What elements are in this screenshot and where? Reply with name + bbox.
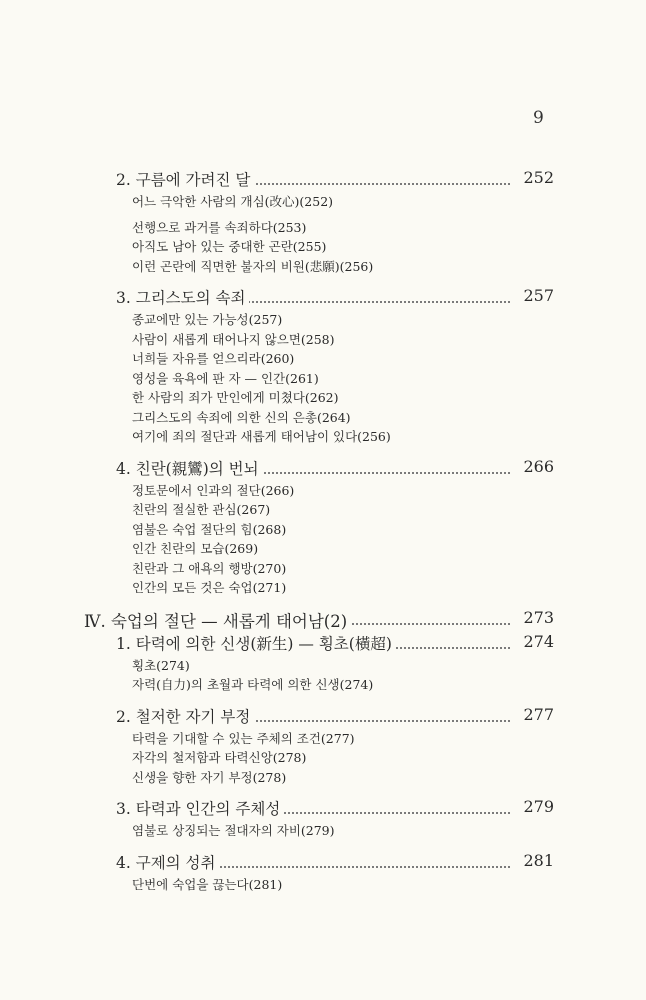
toc-subentry: 인간 친란의 모습(269)	[132, 541, 259, 556]
toc-subentry: 이런 곤란에 직면한 불자의 비원(悲願)(256)	[132, 258, 374, 274]
toc-subentry: 염불은 숙업 절단의 힘(268)	[132, 521, 287, 537]
toc-subentry: 염불로 상징되는 절대자의 자비(279)	[132, 823, 335, 838]
toc-subentry: 영성을 육욕에 판 자 — 인간(261)	[132, 370, 319, 386]
toc-subentry: 단번에 숙업을 끊는다(281)	[132, 876, 283, 892]
toc-entry-title: 3. 그리스도의 속죄	[116, 286, 249, 308]
toc-subentry: 정토문에서 인과의 절단(266)	[132, 482, 295, 498]
toc-section-entry	[84, 705, 554, 729]
toc-part-entry	[84, 608, 554, 632]
toc-subentry: 자력(自力)의 초월과 타력에 의한 신생(274)	[132, 677, 374, 692]
toc-subentry: 여기에 죄의 절단과 새롭게 태어남이 있다(256)	[132, 429, 391, 444]
toc-subentry: 친란과 그 애욕의 행방(270)	[132, 560, 287, 576]
toc-entry-page: 257	[517, 286, 554, 305]
toc-entry-page: 279	[517, 797, 554, 816]
toc-subentry: 자각의 철저함과 타력신앙(278)	[132, 750, 307, 765]
toc-subentry: 아직도 남아 있는 중대한 곤란(255)	[132, 239, 327, 254]
toc-section-entry	[84, 457, 554, 481]
toc-entry-page: 281	[517, 851, 554, 870]
toc-subentry: 그리스도의 속죄에 의한 신의 은총(264)	[132, 409, 351, 425]
toc-subentry: 한 사람의 죄가 만인에게 미쳤다(262)	[132, 390, 339, 405]
toc-subentry: 인간의 모든 것은 숙업(271)	[132, 580, 287, 595]
toc-entry-title: Ⅳ. 숙업의 절단 — 새롭게 태어남(2)	[84, 608, 351, 632]
table-of-contents	[84, 168, 554, 894]
toc-entry-page: 266	[517, 457, 554, 476]
toc-subentry: 친란의 절실한 관심(267)	[132, 502, 271, 517]
toc-subentry: 횡초(274)	[132, 657, 190, 673]
toc-entry-title: 2. 구름에 가려진 달	[116, 168, 254, 190]
toc-entry-title: 2. 철저한 자기 부정	[116, 705, 254, 727]
toc-subentry: 종교에만 있는 가능성(257)	[132, 312, 283, 327]
toc-subentry: 신생을 향한 자기 부정(278)	[132, 769, 287, 785]
toc-subentry: 선행으로 과거를 속죄하다(253)	[132, 219, 307, 235]
toc-subentry: 타력을 기대할 수 있는 주체의 조건(277)	[132, 730, 355, 746]
toc-entry-title: 4. 친란(親鸞)의 번뇌	[116, 457, 263, 479]
toc-subentry: 어느 극악한 사람의 개심(改心)(252)	[132, 194, 334, 209]
page-number: 9	[533, 108, 544, 128]
toc-entry-page: 274	[517, 632, 554, 651]
toc-section-entry	[84, 168, 554, 192]
toc-section-entry	[84, 797, 554, 821]
toc-entry-title: 1. 타력에 의한 신생(新生) — 횡초(橫超)	[116, 632, 396, 654]
toc-entry-page: 277	[517, 705, 554, 724]
toc-subentry: 사람이 새롭게 태어나지 않으면(258)	[132, 331, 335, 347]
toc-entry-title: 3. 타력과 인간의 주체성	[116, 797, 284, 819]
toc-section-entry	[84, 851, 554, 875]
toc-subentry: 너희들 자유를 얻으리라(260)	[132, 351, 295, 366]
toc-section-entry	[84, 632, 554, 656]
toc-entry-title: 4. 구제의 성취	[116, 851, 220, 873]
toc-entry-page: 252	[517, 168, 554, 187]
toc-entry-page: 273	[517, 608, 554, 627]
toc-section-entry	[84, 286, 554, 310]
